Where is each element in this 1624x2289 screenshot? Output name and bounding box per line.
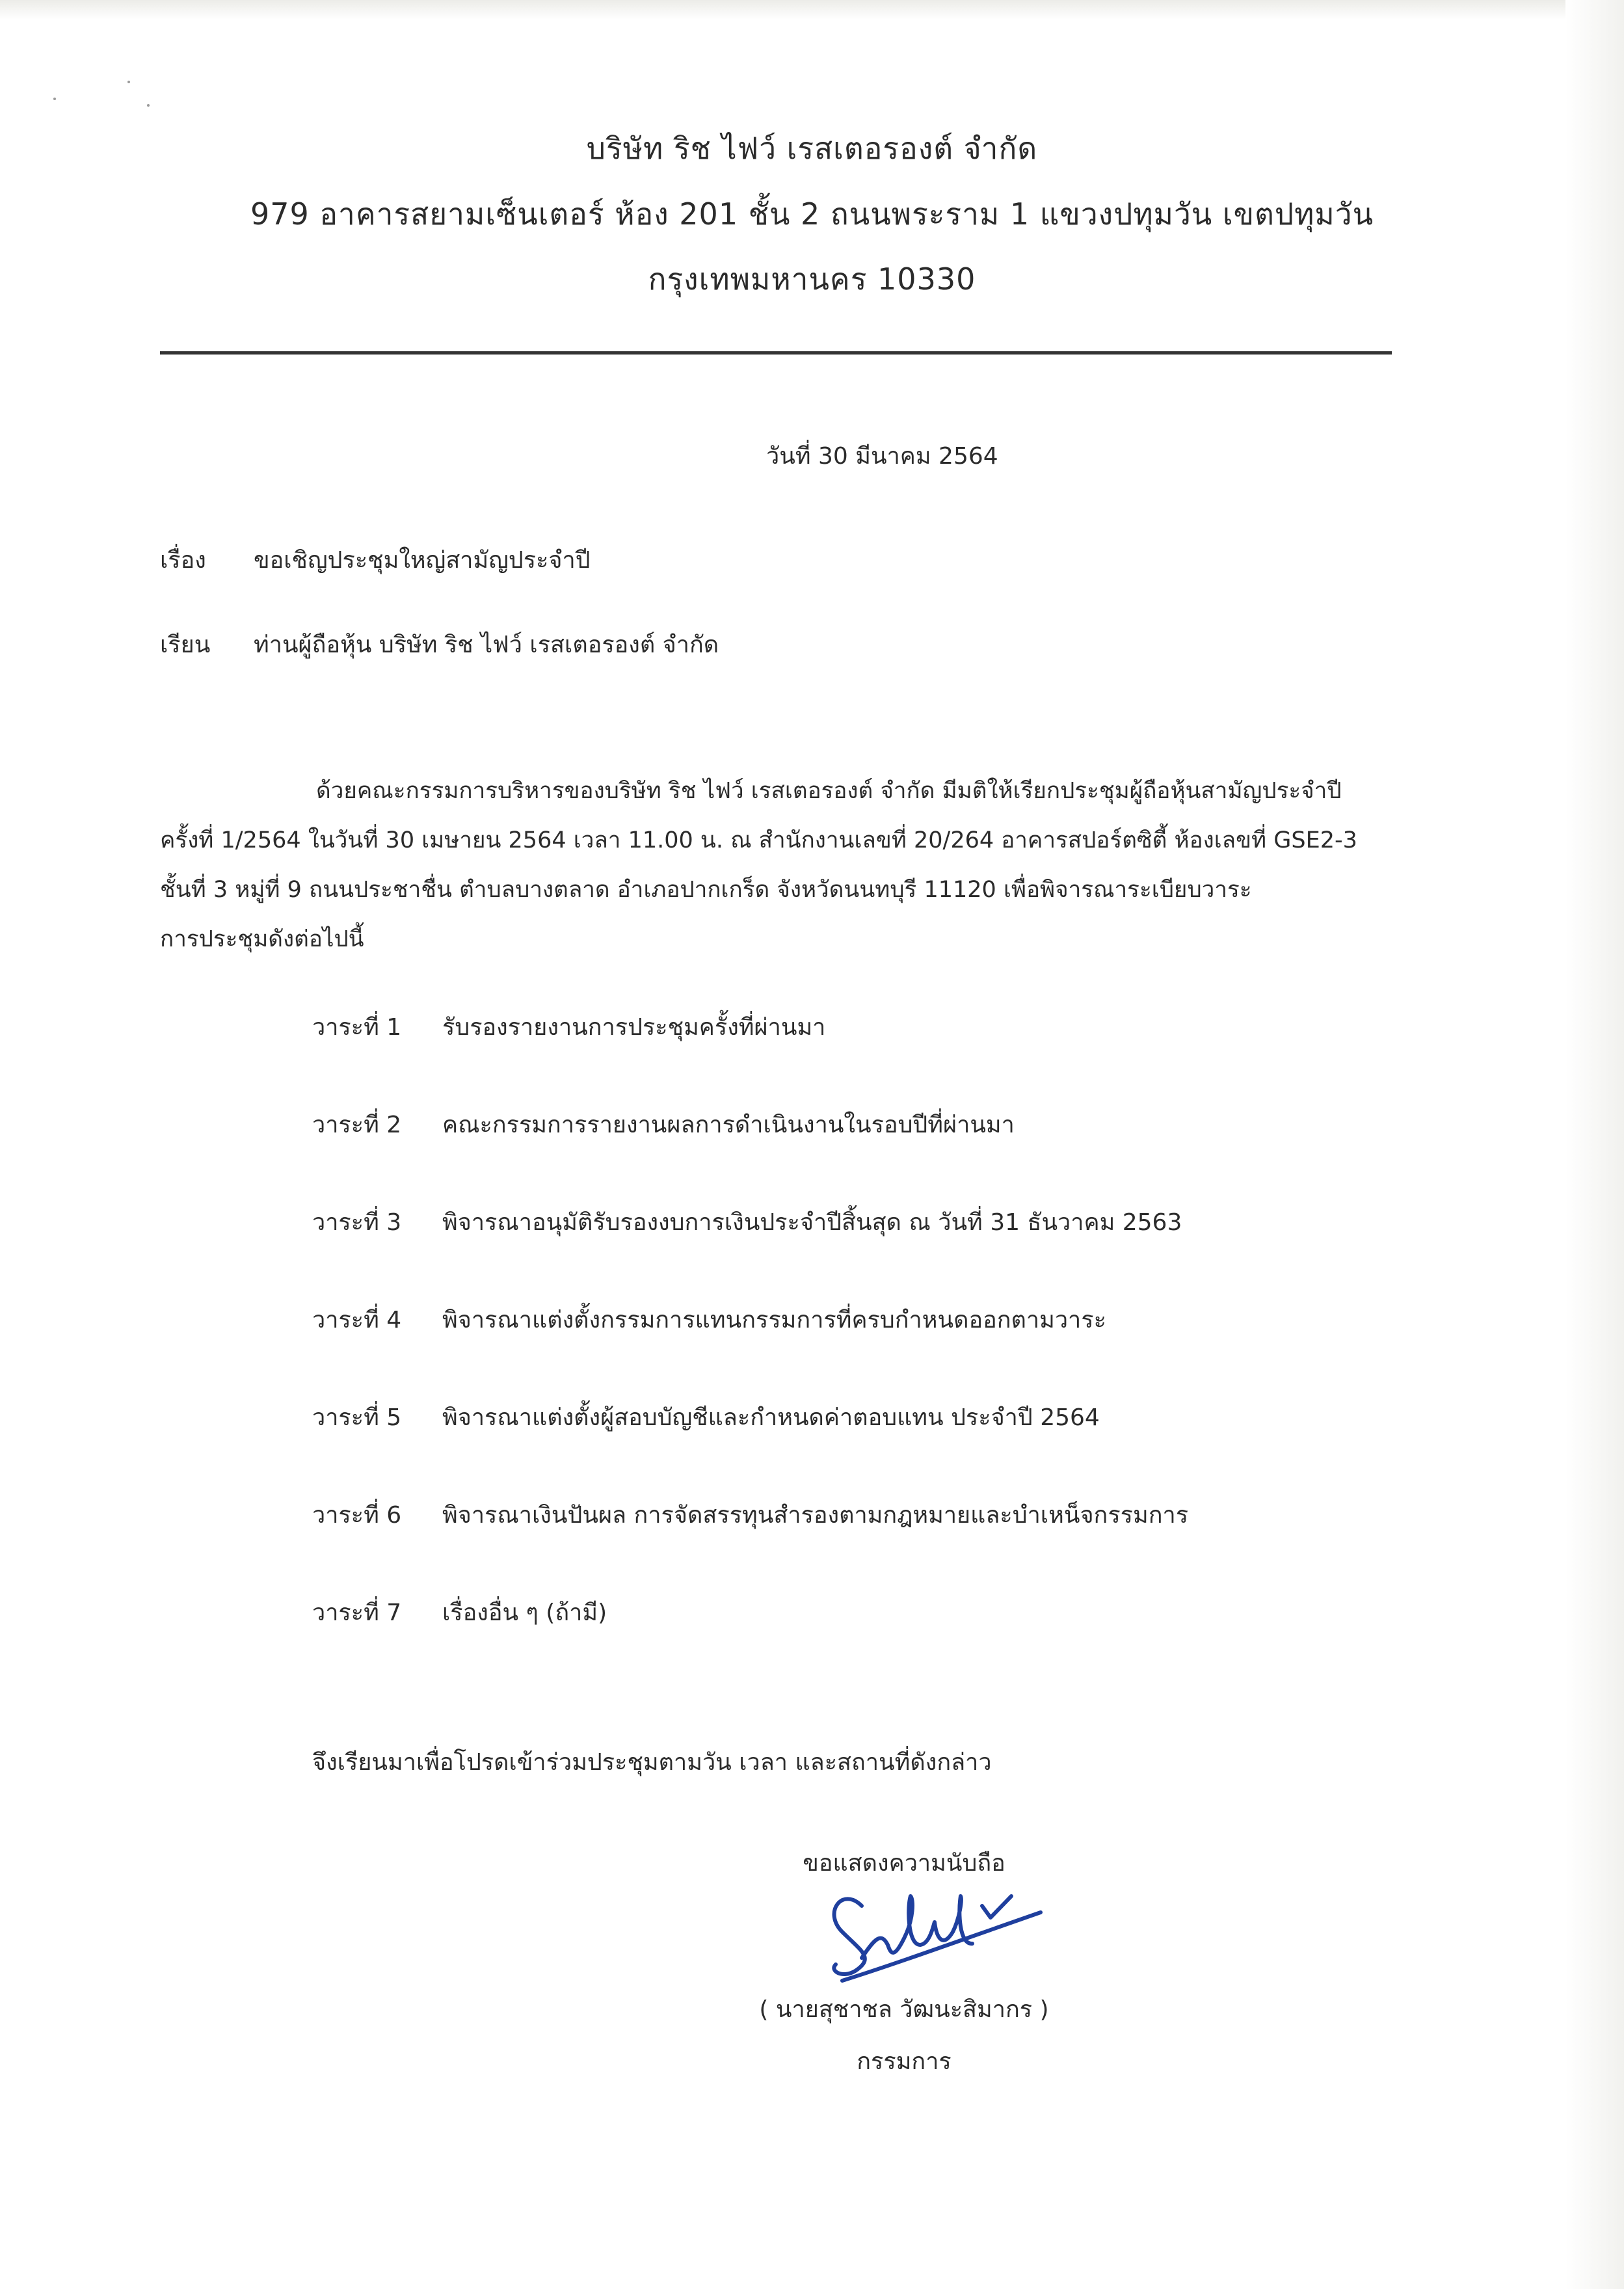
agenda-text: พิจารณาอนุมัติรับรองงบการเงินประจำปีสิ้นสุด ณ วันที่ 31 ธันวาคม 2563: [442, 1209, 1182, 1236]
body-paragraph: [160, 766, 1493, 964]
agenda-item: [312, 1203, 1182, 1240]
body-line: ด้วยคณะกรรมการบริหารของบริษัท ริช ไฟว์ เรสเตอรองต์ จำกัด มีมติให้เรียกประชุมผู้ถือหุ้นสามัญประจำปี: [316, 778, 1342, 804]
agenda-text: รับรองรายงานการประชุมครั้งที่ผ่านมา: [442, 1014, 826, 1041]
agenda-number: วาระที่ 6: [312, 1502, 402, 1529]
company-address-line2: กรุงเทพมหานคร 10330: [648, 261, 976, 297]
company-address-line1: 979 อาคารสยามเซ็นเตอร์ ห้อง 201 ชั้น 2 ถนนพระราม 1 แขวงปทุมวัน เขตปทุมวัน: [250, 196, 1374, 232]
scan-speck: [147, 104, 150, 107]
agenda-number: วาระที่ 4: [312, 1307, 402, 1333]
agenda-text: คณะกรรมการรายงานผลการดำเนินงานในรอบปีที่ผ่านมา: [442, 1112, 1015, 1138]
scan-speck: [127, 81, 130, 83]
closing-sentence: จึงเรียนมาเพื่อโปรดเข้าร่วมประชุมตามวัน เวลา และสถานที่ดังกล่าว: [312, 1749, 992, 1776]
recipient-text: ท่านผู้ถือหุ้น บริษัท ริช ไฟว์ เรสเตอรองต์ จำกัด: [254, 632, 719, 658]
recipient-label: เรียน: [160, 632, 211, 658]
body-line: ชั้นที่ 3 หมู่ที่ 9 ถนนประชาชื่น ตำบลบางตลาด อำเภอปากเกร็ด จังหวัดนนทบุรี 11120 เพื่อพิจารณาระเบียบวาระ: [160, 877, 1252, 903]
agenda-number: วาระที่ 3: [312, 1209, 402, 1236]
agenda-item: [312, 1594, 607, 1631]
agenda-number: วาระที่ 7: [312, 1600, 402, 1626]
header-divider: [160, 351, 1392, 355]
subject-label: เรื่อง: [160, 547, 206, 574]
scan-edge-right: [1565, 0, 1624, 2289]
scan-speck: [53, 98, 56, 100]
agenda-item: [312, 1106, 1015, 1143]
scan-edge-top: [0, 0, 1624, 20]
regards-text: ขอแสดงความนับถือ: [803, 1850, 1005, 1877]
agenda-number: วาระที่ 5: [312, 1404, 402, 1431]
agenda-text: พิจารณาเงินปันผล การจัดสรรทุนสำรองตามกฎหมายและบำเหน็จกรรมการ: [442, 1502, 1189, 1529]
agenda-item: [312, 1399, 1100, 1436]
agenda-number: วาระที่ 2: [312, 1112, 402, 1138]
subject-text: ขอเชิญประชุมใหญ่สามัญประจำปี: [254, 547, 591, 574]
letter-date: วันที่ 30 มีนาคม 2564: [766, 443, 998, 470]
agenda-item: [312, 1301, 1106, 1338]
company-name: บริษัท ริช ไฟว์ เรสเตอรองต์ จำกัด: [586, 131, 1038, 166]
handwritten-signature: [816, 1860, 1050, 1984]
signer-position: กรรมการ: [857, 2048, 952, 2075]
agenda-item: [312, 1008, 825, 1045]
signer-name: ( นายสุชาชล วัฒนะสิมากร ): [759, 1996, 1049, 2023]
body-line: การประชุมดังต่อไปนี้: [160, 926, 364, 952]
agenda-text: เรื่องอื่น ๆ (ถ้ามี): [442, 1600, 607, 1626]
agenda-text: พิจารณาแต่งตั้งผู้สอบบัญชีและกำหนดค่าตอบแทน ประจำปี 2564: [442, 1404, 1100, 1431]
agenda-text: พิจารณาแต่งตั้งกรรมการแทนกรรมการที่ครบกำหนดออกตามวาระ: [442, 1307, 1106, 1333]
agenda-item: [312, 1496, 1188, 1533]
agenda-number: วาระที่ 1: [312, 1014, 402, 1041]
body-line: ครั้งที่ 1/2564 ในวันที่ 30 เมษายน 2564 เวลา 11.00 น. ณ สำนักงานเลขที่ 20/264 อาคารสปอร์ตซิตี้ ห้องเลขที่ GSE2-3: [160, 827, 1357, 853]
